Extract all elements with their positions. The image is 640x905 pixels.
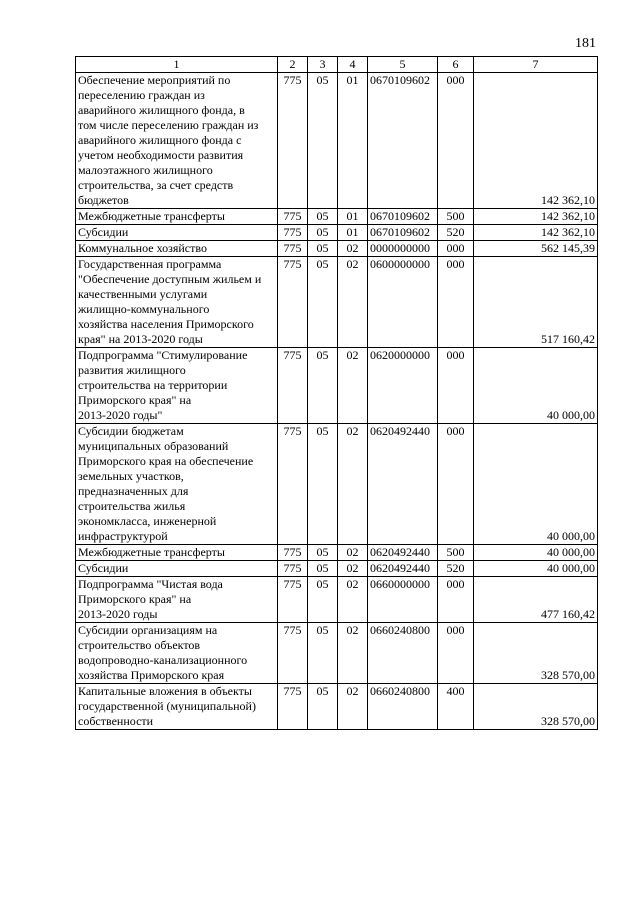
amount-cell: 517 160,42 (474, 257, 598, 348)
target-article-cell: 0660240800 (368, 623, 438, 684)
expense-type-cell: 000 (438, 623, 474, 684)
column-header: 2 (278, 57, 308, 73)
expense-type-cell: 500 (438, 545, 474, 561)
target-article-cell: 0620000000 (368, 348, 438, 424)
table-row (76, 348, 598, 424)
ministry-code-cell: 775 (278, 561, 308, 577)
row-name-cell: Капитальные вложения в объекты государственной (муниципальной) собственности (76, 684, 278, 730)
ministry-code-cell: 775 (278, 257, 308, 348)
expense-type-cell: 000 (438, 73, 474, 209)
target-article-cell: 0620492440 (368, 545, 438, 561)
column-header: 7 (474, 57, 598, 73)
table-row (76, 623, 598, 684)
section-code-cell: 05 (308, 577, 338, 623)
ministry-code-cell: 775 (278, 209, 308, 225)
table-row (76, 545, 598, 561)
amount-cell: 328 570,00 (474, 623, 598, 684)
section-code-cell: 05 (308, 623, 338, 684)
table-row (76, 73, 598, 209)
table-row (76, 209, 598, 225)
amount-cell: 477 160,42 (474, 577, 598, 623)
column-header: 5 (368, 57, 438, 73)
column-header: 6 (438, 57, 474, 73)
subsection-code-cell: 02 (338, 623, 368, 684)
section-code-cell: 05 (308, 684, 338, 730)
target-article-cell: 0600000000 (368, 257, 438, 348)
row-name-cell: Подпрограмма "Стимулирование развития жилищного строительства на территории Приморского края" на 2013-2020 годы" (76, 348, 278, 424)
column-number-row (76, 57, 598, 73)
expense-type-cell: 000 (438, 348, 474, 424)
row-name-cell: Субсидии организациям на строительство объектов водопроводно-канализационного хозяйства Приморского края (76, 623, 278, 684)
subsection-code-cell: 02 (338, 684, 368, 730)
page-number: 181 (575, 36, 596, 51)
table-row (76, 684, 598, 730)
expense-type-cell: 400 (438, 684, 474, 730)
ministry-code-cell: 775 (278, 424, 308, 545)
subsection-code-cell: 02 (338, 348, 368, 424)
row-name-cell: Подпрограмма "Чистая вода Приморского края" на 2013-2020 годы (76, 577, 278, 623)
expense-type-cell: 520 (438, 561, 474, 577)
table-row (76, 577, 598, 623)
target-article-cell: 0660000000 (368, 577, 438, 623)
column-header: 1 (76, 57, 278, 73)
row-name-cell: Субсидии (76, 561, 278, 577)
column-header: 3 (308, 57, 338, 73)
section-code-cell: 05 (308, 348, 338, 424)
subsection-code-cell: 02 (338, 257, 368, 348)
table-row (76, 241, 598, 257)
target-article-cell: 0660240800 (368, 684, 438, 730)
ministry-code-cell: 775 (278, 623, 308, 684)
amount-cell: 142 362,10 (474, 209, 598, 225)
row-name-cell: Государственная программа "Обеспечение доступным жильем и качественными услугами жилищно-коммунального хозяйства населения Приморского края" на 2013-2020 годы (76, 257, 278, 348)
target-article-cell: 0620492440 (368, 561, 438, 577)
budget-table (75, 56, 598, 730)
table-row (76, 561, 598, 577)
subsection-code-cell: 02 (338, 577, 368, 623)
expense-type-cell: 000 (438, 424, 474, 545)
section-code-cell: 05 (308, 424, 338, 545)
expense-type-cell: 000 (438, 257, 474, 348)
expense-type-cell: 500 (438, 209, 474, 225)
subsection-code-cell: 02 (338, 424, 368, 545)
table-row (76, 424, 598, 545)
expense-type-cell: 000 (438, 241, 474, 257)
table-row (76, 257, 598, 348)
target-article-cell: 0670109602 (368, 209, 438, 225)
ministry-code-cell: 775 (278, 348, 308, 424)
section-code-cell: 05 (308, 257, 338, 348)
subsection-code-cell: 02 (338, 561, 368, 577)
section-code-cell: 05 (308, 225, 338, 241)
section-code-cell: 05 (308, 241, 338, 257)
section-code-cell: 05 (308, 73, 338, 209)
table-row (76, 225, 598, 241)
amount-cell: 142 362,10 (474, 225, 598, 241)
ministry-code-cell: 775 (278, 73, 308, 209)
expense-type-cell: 000 (438, 577, 474, 623)
subsection-code-cell: 01 (338, 225, 368, 241)
section-code-cell: 05 (308, 545, 338, 561)
ministry-code-cell: 775 (278, 684, 308, 730)
row-name-cell: Обеспечение мероприятий по переселению граждан из аварийного жилищного фонда, в том числе переселению граждан из аварийного жилищного фонда с учетом необходимости развития малоэтажного жилищного строительства, за счет средств бюджетов (76, 73, 278, 209)
subsection-code-cell: 01 (338, 73, 368, 209)
target-article-cell: 0670109602 (368, 225, 438, 241)
section-code-cell: 05 (308, 209, 338, 225)
row-name-cell: Субсидии (76, 225, 278, 241)
ministry-code-cell: 775 (278, 577, 308, 623)
row-name-cell: Межбюджетные трансферты (76, 545, 278, 561)
section-code-cell: 05 (308, 561, 338, 577)
subsection-code-cell: 02 (338, 545, 368, 561)
target-article-cell: 0670109602 (368, 73, 438, 209)
amount-cell: 562 145,39 (474, 241, 598, 257)
ministry-code-cell: 775 (278, 241, 308, 257)
target-article-cell: 0000000000 (368, 241, 438, 257)
target-article-cell: 0620492440 (368, 424, 438, 545)
amount-cell: 142 362,10 (474, 73, 598, 209)
amount-cell: 40 000,00 (474, 561, 598, 577)
ministry-code-cell: 775 (278, 225, 308, 241)
amount-cell: 328 570,00 (474, 684, 598, 730)
ministry-code-cell: 775 (278, 545, 308, 561)
table-body (76, 73, 598, 730)
row-name-cell: Коммунальное хозяйство (76, 241, 278, 257)
row-name-cell: Межбюджетные трансферты (76, 209, 278, 225)
row-name-cell: Субсидии бюджетам муниципальных образований Приморского края на обеспечение земельных участков, предназначенных для строительства жилья экономкласса, инженерной инфраструктурой (76, 424, 278, 545)
subsection-code-cell: 01 (338, 209, 368, 225)
column-header: 4 (338, 57, 368, 73)
amount-cell: 40 000,00 (474, 545, 598, 561)
amount-cell: 40 000,00 (474, 424, 598, 545)
amount-cell: 40 000,00 (474, 348, 598, 424)
subsection-code-cell: 02 (338, 241, 368, 257)
expense-type-cell: 520 (438, 225, 474, 241)
